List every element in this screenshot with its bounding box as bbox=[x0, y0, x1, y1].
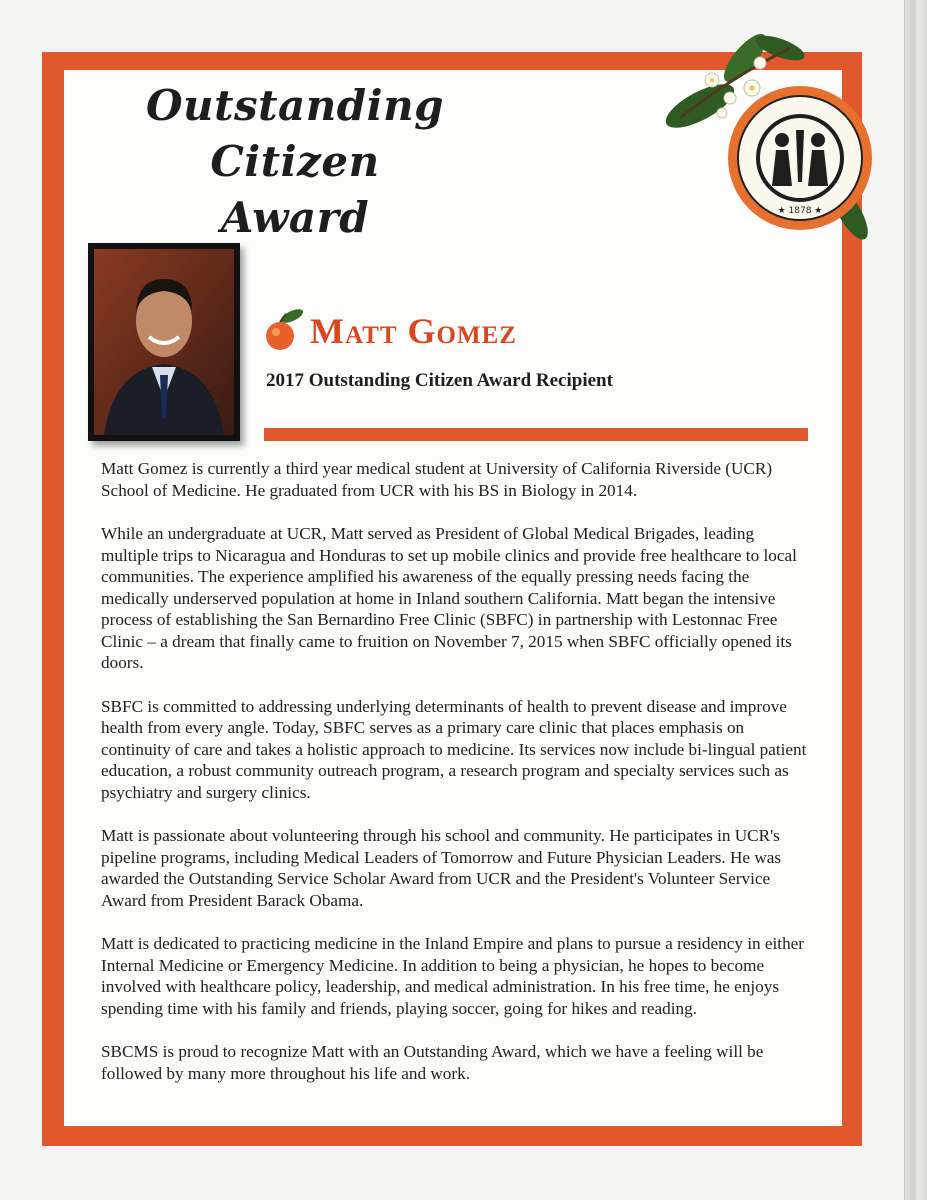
paragraph: SBCMS is proud to recognize Matt with an Outstanding Award, which we have a feeling will be followed by many more throughout his life and work. bbox=[101, 1042, 764, 1083]
award-title bbox=[80, 78, 510, 246]
award-title-line1: Outstanding Citizen bbox=[145, 81, 445, 186]
biography-text bbox=[101, 458, 809, 1106]
medical-society-seal bbox=[660, 18, 880, 258]
award-title-line2: Award bbox=[220, 193, 370, 242]
paragraph: Matt is dedicated to practicing medicine in the Inland Empire and plans to pursue a residency in either Internal Medicine or Emergency Medicine. In addition to being a physician, he hopes to become involved with healthcare policy, leadership, and medical administration. In his free time, he enjoys spending time with his family and friends, playing soccer, going for hikes and reading. bbox=[101, 934, 805, 1018]
page-edge bbox=[904, 0, 927, 1200]
recipient-name: Matt Gomez bbox=[310, 311, 517, 351]
divider-bar bbox=[264, 428, 808, 441]
paragraph: Matt Gomez is currently a third year medical student at University of California Riverside (UCR) School of Medicine. He graduated from UCR with his BS in Biology in 2014. bbox=[101, 459, 773, 500]
paragraph: While an undergraduate at UCR, Matt served as President of Global Medical Brigades, leading multiple trips to Nicaragua and Honduras to set up mobile clinics and provide free healthcare to local communities. The experience amplified his awareness of the equally pressing needs facing the medically underserved population at home in Inland southern California. Matt began the intensive process of establishing the San Bernardino Free Clinic (SBFC) in partnership with Lestonnac Free Clinic – a dream that finally came to fruition on November 7, 2015 when SBFC officially opened its doors. bbox=[101, 524, 797, 672]
recipient-subtitle: 2017 Outstanding Citizen Award Recipient bbox=[266, 370, 613, 391]
paragraph: Matt is passionate about volunteering through his school and community. He participates in UCR's pipeline programs, including Medical Leaders of Tomorrow and Future Physician Leaders. He was awarded the Outstanding Service Scholar Award from UCR and the President's Volunteer Service Award from President Barack Obama. bbox=[101, 826, 782, 910]
portrait-image bbox=[94, 249, 234, 435]
recipient-photo bbox=[88, 243, 240, 441]
orange-fruit-icon bbox=[262, 308, 308, 354]
paragraph: SBFC is committed to addressing underlying determinants of health to prevent disease and improve health from every angle. Today, SBFC serves as a primary care clinic that places emphasis on continuity of care and takes a holistic approach to medicine. Its services now include bi-lingual patient education, a robust community outreach program, a research program and specialty services such as psychiatry and surgery clinics. bbox=[101, 696, 807, 802]
svg-text:★ 1878 ★: ★ 1878 ★ bbox=[777, 206, 823, 216]
